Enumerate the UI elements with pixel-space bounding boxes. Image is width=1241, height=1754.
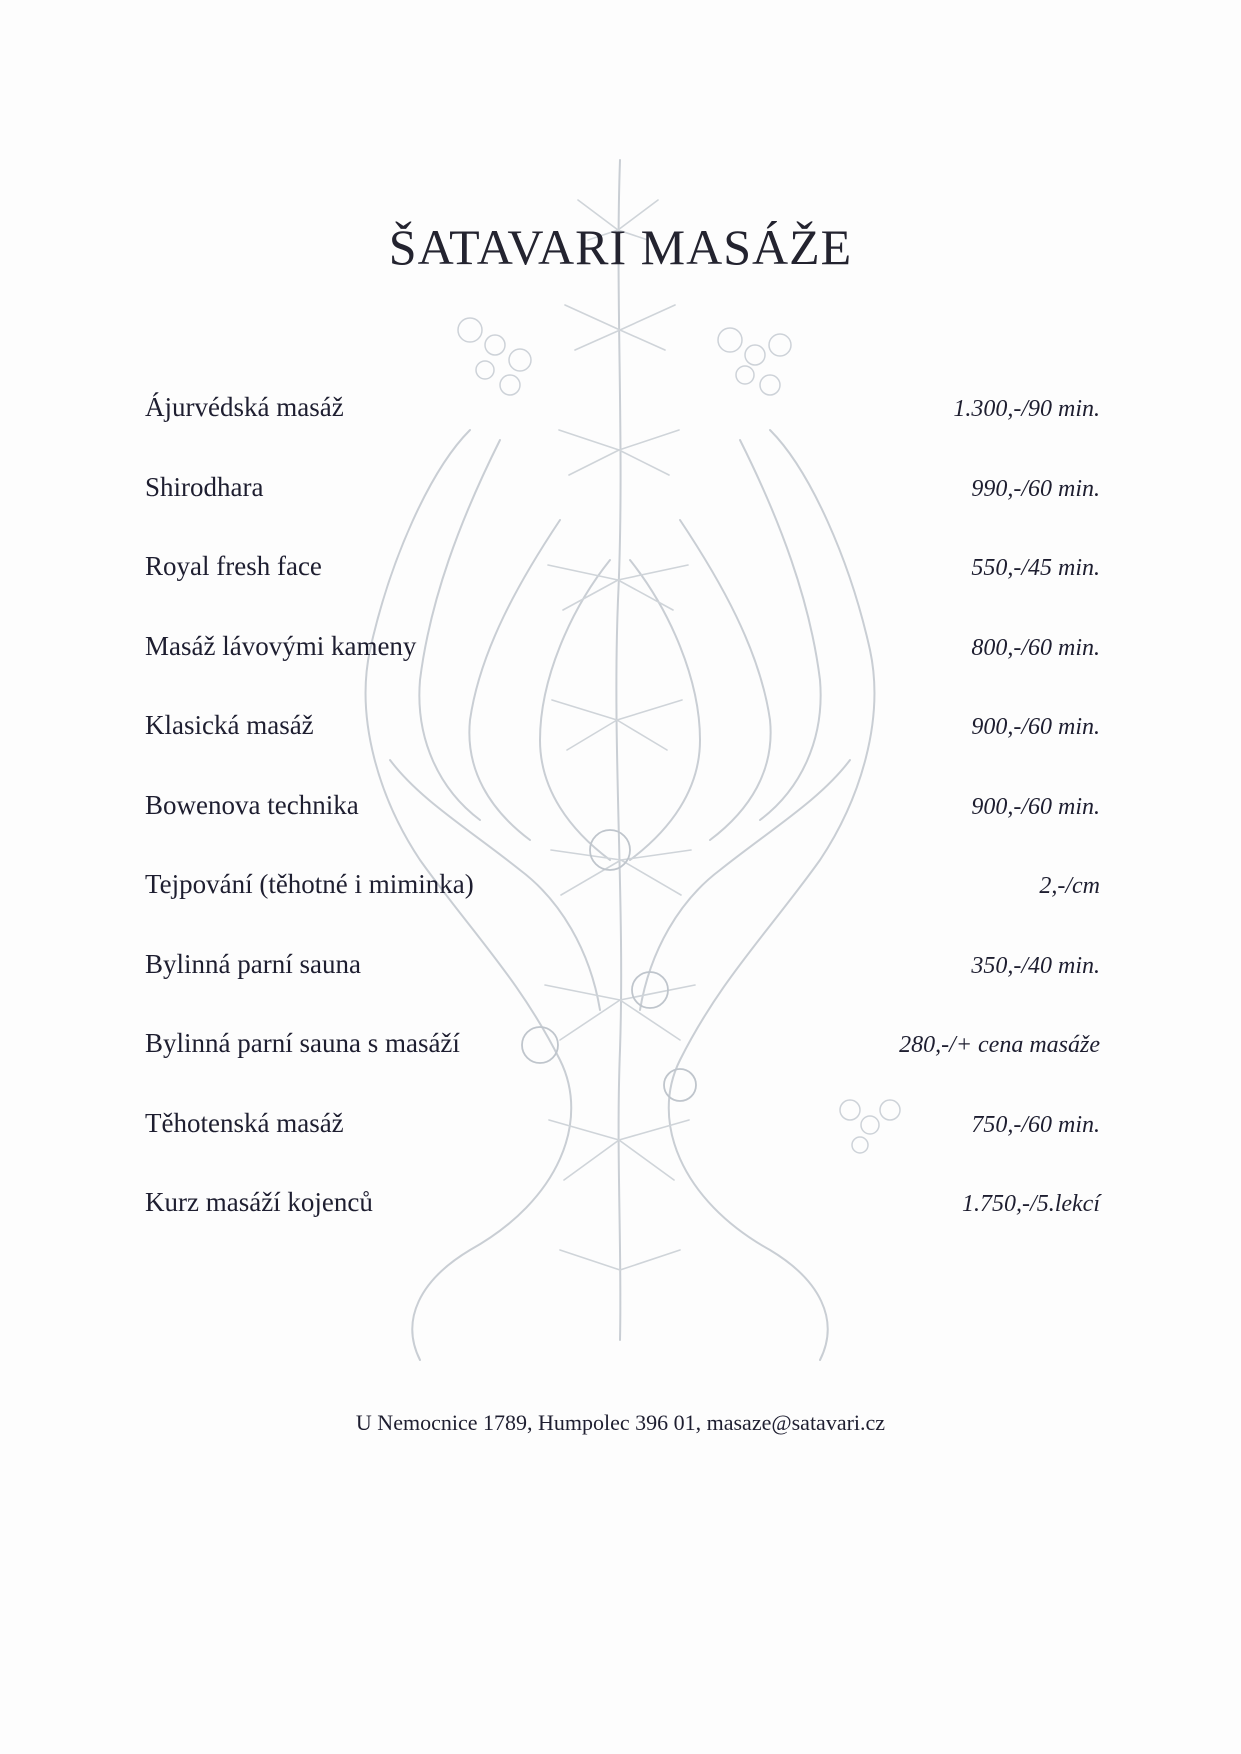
list-item (145, 1187, 1100, 1267)
service-price: 2,-/cm (1039, 873, 1100, 899)
list-item (145, 1028, 1100, 1108)
list-item (145, 1108, 1100, 1188)
service-price: 350,-/40 min. (971, 952, 1100, 979)
service-name: Bowenova technika (145, 789, 359, 820)
service-price: 900,-/60 min. (971, 793, 1100, 820)
list-item (145, 710, 1100, 790)
list-item (145, 472, 1100, 552)
service-name: Masáž lávovými kameny (145, 630, 417, 661)
service-price: 900,-/60 min. (971, 714, 1100, 740)
service-price: 550,-/45 min. (971, 555, 1100, 581)
service-name: Těhotenská masáž (145, 1107, 344, 1138)
list-item (145, 790, 1100, 870)
service-price: 1.750,-/5.lekcí (962, 1191, 1100, 1217)
service-price: 750,-/60 min. (971, 1111, 1100, 1138)
list-item (145, 949, 1100, 1029)
service-name: Kurz masáží kojenců (145, 1187, 373, 1217)
page-title: ŠATAVARI MASÁŽE (388, 219, 853, 275)
service-name: Royal fresh face (145, 551, 322, 581)
service-name: Bylinná parní sauna s masáží (145, 1028, 460, 1058)
service-price: 280,-/+ cena masáže (899, 1032, 1100, 1058)
service-price: 800,-/60 min. (971, 634, 1100, 661)
list-item (145, 869, 1100, 949)
service-price: 990,-/60 min. (971, 475, 1100, 502)
flower-cluster-right (718, 328, 791, 395)
service-price: 1.300,-/90 min. (953, 396, 1100, 422)
service-name: Tejpování (těhotné i miminka) (145, 869, 474, 899)
service-price-list (145, 392, 1100, 1267)
service-name: Bylinná parní sauna (145, 948, 361, 979)
service-name: Klasická masáž (145, 710, 314, 740)
service-name: Ájurvédská masáž (145, 392, 344, 422)
list-item (145, 392, 1100, 472)
list-item (145, 631, 1100, 711)
service-name: Shirodhara (145, 471, 264, 502)
flower-cluster-left (458, 318, 531, 395)
list-item (145, 551, 1100, 631)
contact-address: U Nemocnice 1789, Humpolec 396 01, masaze@satavari.cz (355, 1410, 886, 1435)
